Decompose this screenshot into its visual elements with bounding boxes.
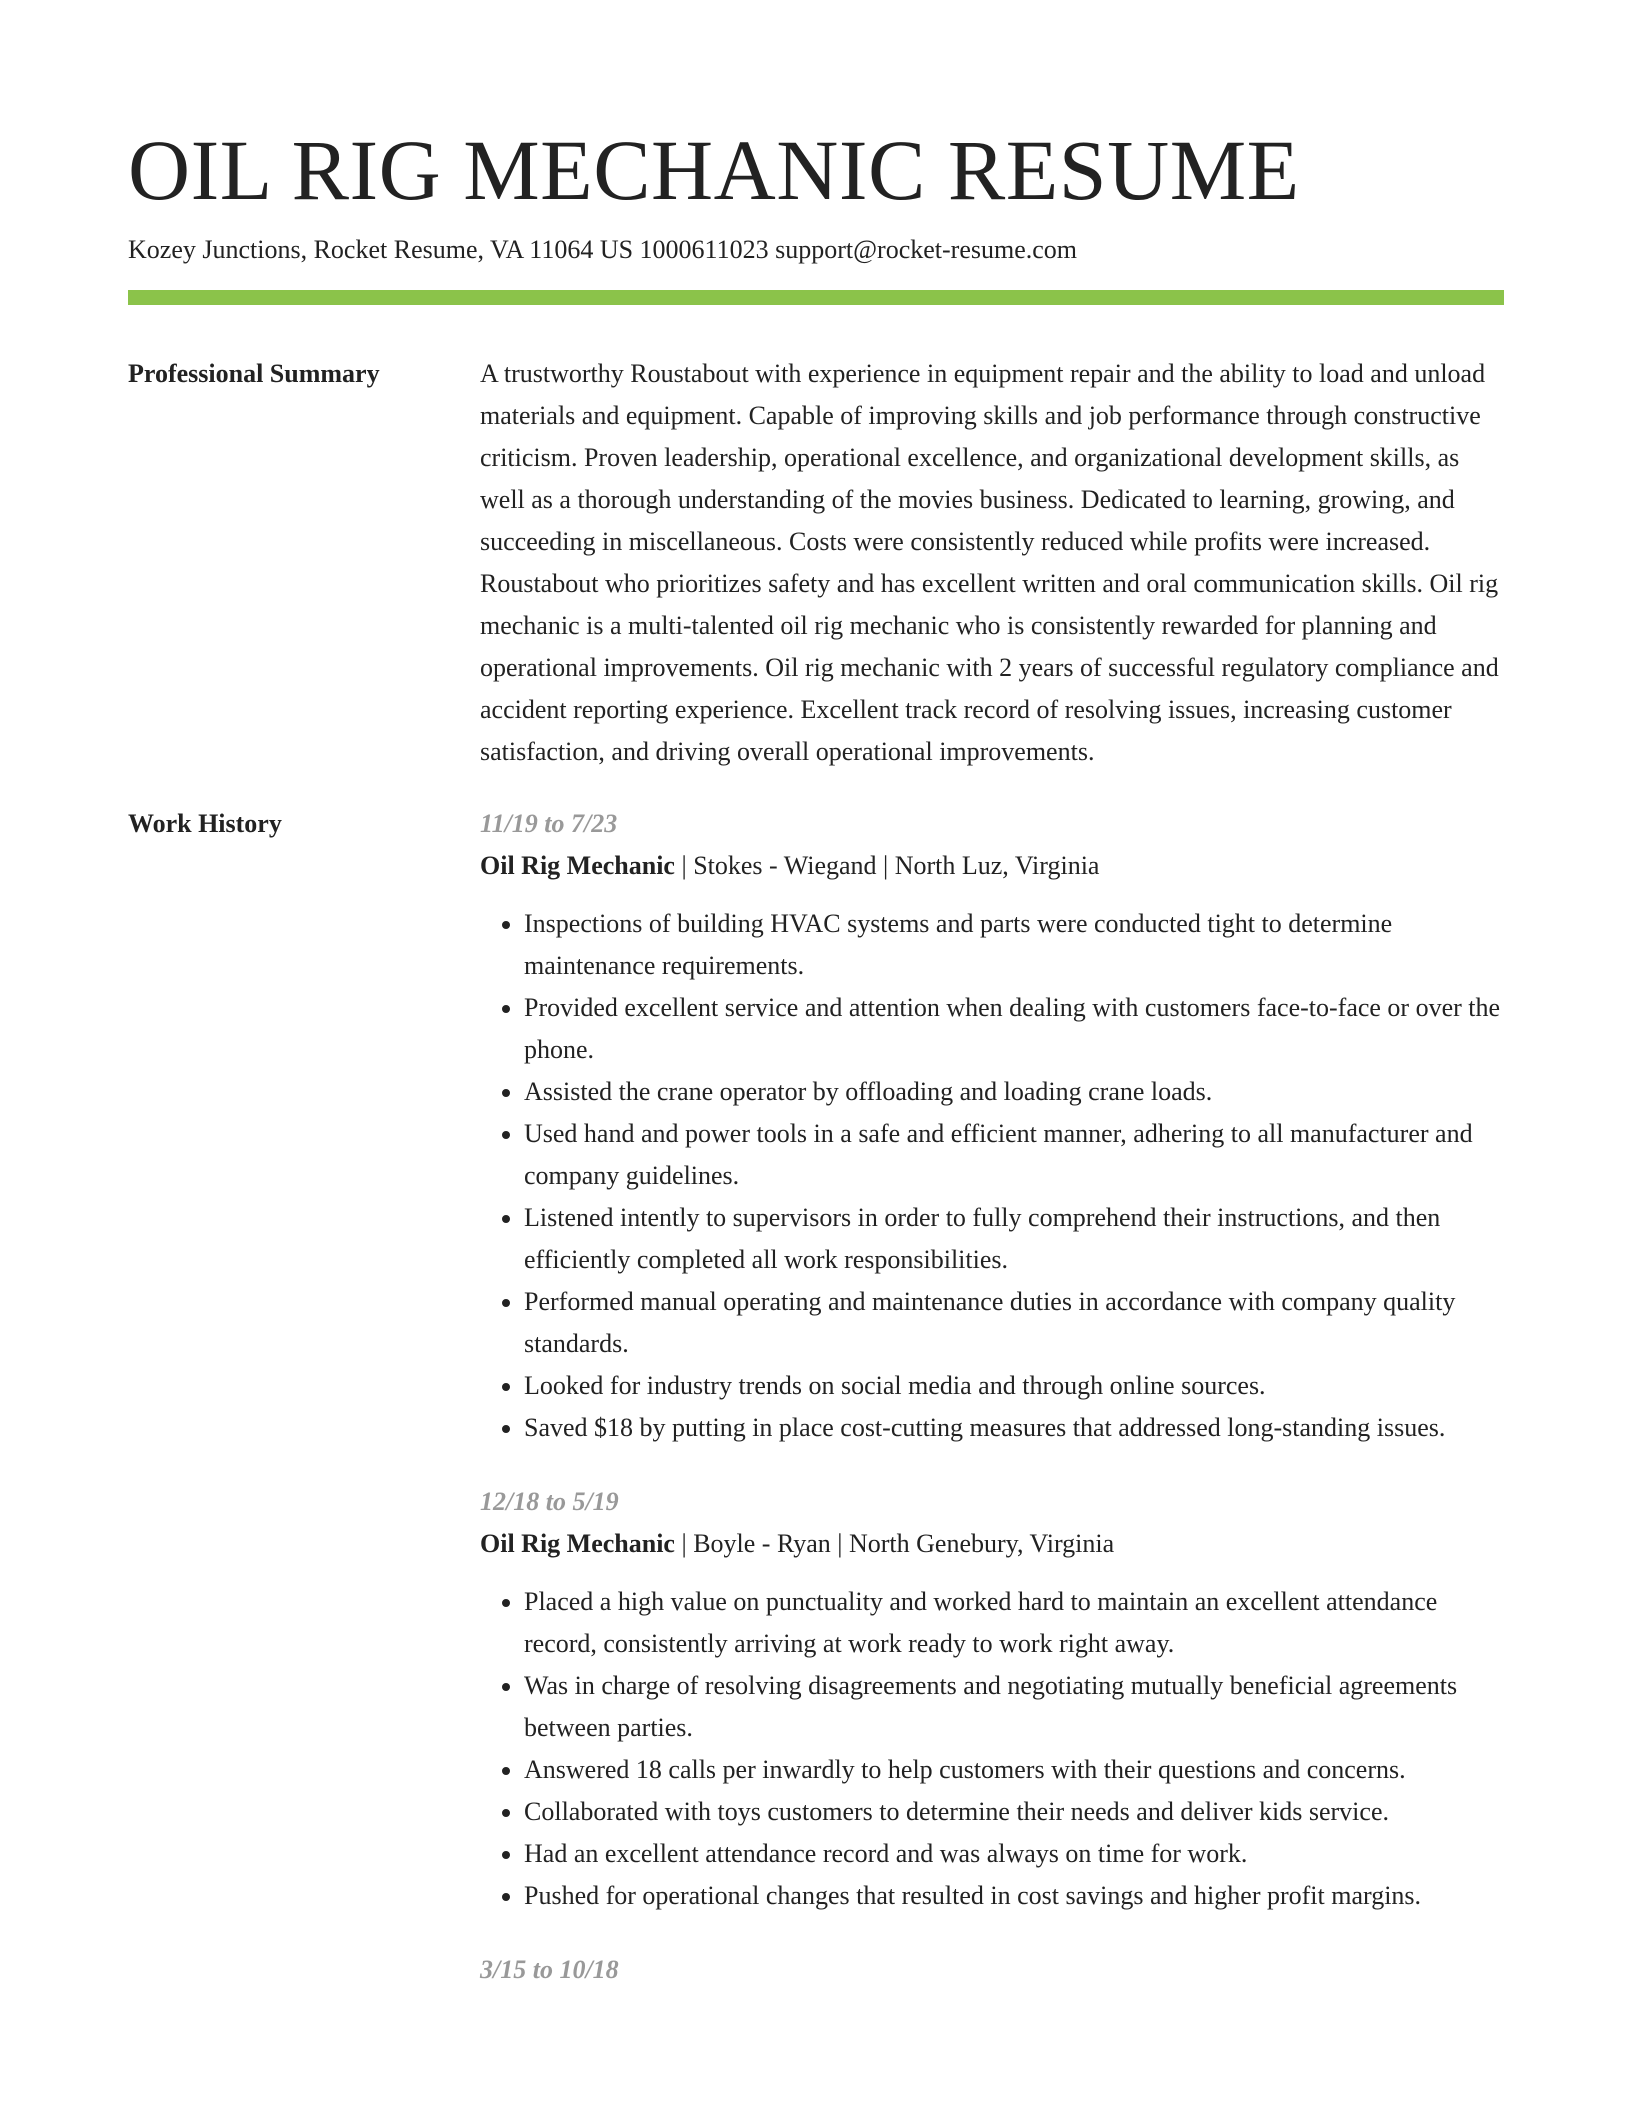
job-bullet: • Answered 18 calls per inwardly to help customers with their questions and concerns. (524, 1749, 1504, 1791)
job-bullet: • Was in charge of resolving disagreements and negotiating mutually beneficial agreements between parties. (524, 1665, 1504, 1749)
job-bullet: • Collaborated with toys customers to determine their needs and deliver kids service. (524, 1791, 1504, 1833)
summary-text: A trustworthy Roustabout with experience in equipment repair and the ability to load and unload materials and equipment. Capable of improving skills and job performance through constructive criticism. Proven leadership, operational excellence, and organizational development skills, as well as a thorough understanding of the movies business. Dedicated to learning, growing, and succeeding in miscellaneous. Costs were consistently reduced while profits were increased. Roustabout who prioritizes safety and has excellent written and oral communication skills. Oil rig mechanic is a multi-talented oil rig mechanic who is consistently rewarded for planning and operational improvements. Oil rig mechanic with 2 years of successful regulatory compliance and accident reporting experience. Excellent track record of resolving issues, increasing customer satisfaction, and driving overall operational improvements. (480, 359, 1499, 766)
job-bullet: • Saved $18 by putting in place cost-cutting measures that addressed long-standing issues. (524, 1407, 1504, 1449)
job-entry (480, 1949, 1504, 1991)
job-bullet: • Placed a high value on punctuality and worked hard to maintain an excellent attendance record, consistently arriving at work ready to work right away. (524, 1581, 1504, 1665)
job-bullet: • Provided excellent service and attention when dealing with customers face-to-face or over the phone. (524, 987, 1504, 1071)
contact-info: Kozey Junctions, Rocket Resume, VA 11064 US 1000611023 support@rocket-resume.com (128, 235, 1077, 264)
job-bullet: • Had an excellent attendance record and was always on time for work. (524, 1833, 1504, 1875)
resume-page (128, 118, 1504, 2023)
section-label-professional-summary: Professional Summary (128, 359, 380, 388)
job-dates: 12/18 to 5/19 (480, 1487, 619, 1516)
job-bullets (480, 903, 1504, 1449)
professional-summary-section (128, 353, 1504, 773)
job-entry (480, 1481, 1504, 1917)
job-bullet: • Performed manual operating and maintenance duties in accordance with company quality standards. (524, 1281, 1504, 1365)
job-bullet: • Assisted the crane operator by offloading and loading crane loads. (524, 1071, 1504, 1113)
resume-title: OIL RIG MECHANIC RESUME (128, 122, 1300, 218)
job-details: | Boyle - Ryan | North Genebury, Virginia (674, 1529, 1115, 1558)
job-bullet: • Looked for industry trends on social media and through online sources. (524, 1365, 1504, 1407)
job-heading (480, 1523, 1504, 1565)
work-history-body (480, 803, 1504, 2023)
job-bullet: • Used hand and power tools in a safe and efficient manner, adhering to all manufacturer and company guidelines. (524, 1113, 1504, 1197)
job-bullets (480, 1581, 1504, 1917)
job-heading (480, 845, 1504, 887)
job-bullet: • Pushed for operational changes that resulted in cost savings and higher profit margins. (524, 1875, 1504, 1917)
job-entry (480, 803, 1504, 1449)
job-bullet: • Inspections of building HVAC systems and parts were conducted tight to determine maintenance requirements. (524, 903, 1504, 987)
job-dates: 11/19 to 7/23 (480, 809, 618, 838)
work-history-section (128, 803, 1504, 2023)
job-bullet: • Listened intently to supervisors in order to fully comprehend their instructions, and then efficiently completed all work responsibilities. (524, 1197, 1504, 1281)
accent-divider (128, 290, 1504, 305)
section-label-work-history: Work History (128, 809, 282, 838)
job-title: Oil Rig Mechanic (480, 851, 675, 880)
job-title: Oil Rig Mechanic (480, 1529, 675, 1558)
job-details: | Stokes - Wiegand | North Luz, Virginia (674, 851, 1100, 880)
job-dates: 3/15 to 10/18 (480, 1955, 619, 1984)
summary-body (480, 353, 1504, 773)
